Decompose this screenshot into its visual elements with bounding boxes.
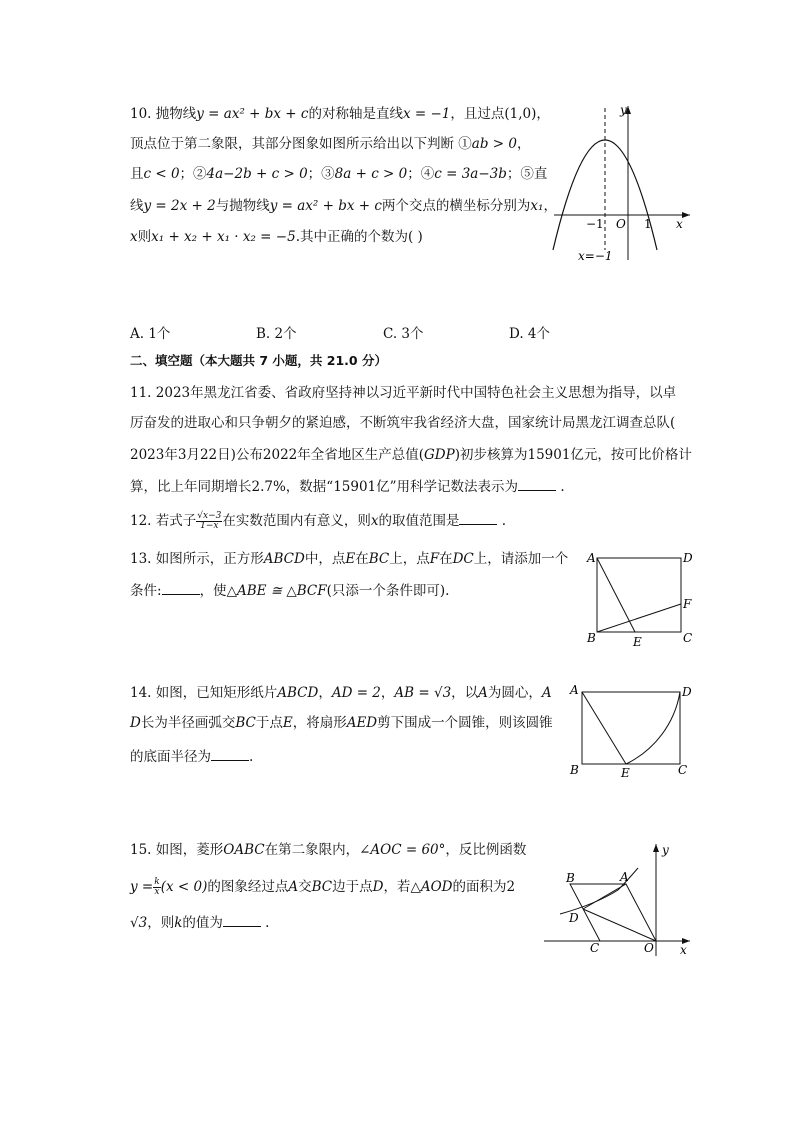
q11-line2: 厉奋发的进取心和只争朝夕的紧迫感，不断筑牢我省经济大盘，国家统计局黑龙江调查总队( (130, 415, 676, 431)
answer-blank[interactable] (211, 748, 249, 761)
q11-line1: 11. 2023年黑龙江省委、省政府坚持神以习近平新时代中国特色社会主义思想为指导，以卓 (130, 385, 677, 401)
label-b: B (566, 871, 575, 885)
q13-line2: 条件: ，使△ABE ≅ △BCF(只添一个条件即可). (130, 583, 450, 599)
label-f: F (683, 597, 692, 611)
option-d[interactable]: D. 4个 (509, 326, 551, 342)
q14-line3: 的底面半径为 . (130, 749, 254, 765)
q10-line4: 线y = 2x + 2与抛物线y = ax² + bx + c两个交点的横坐标分别为x₁， (130, 198, 557, 214)
square-abcd (597, 558, 681, 632)
label-a: A (620, 870, 629, 884)
answer-blank[interactable] (162, 582, 200, 595)
q12-fraction: $\frac{√x-3}{1-x}$ (197, 511, 222, 531)
q14-line2: D长为半径画弧交BC于点E，将扇形AED剪下围成一个圆锥，则该圆锥 (130, 715, 553, 731)
answer-blank[interactable] (223, 914, 261, 927)
segment-bf (597, 604, 681, 632)
q11-line4: 算，比上年同期增长2.7%，数据“15901亿”用科学记数法表示为 . (130, 479, 565, 495)
one-label: 1 (644, 217, 652, 231)
segment-ae (582, 692, 626, 764)
q15-rhombus-figure (540, 838, 700, 963)
x-label: x (680, 943, 687, 957)
axis-eq-label: x=−1 (578, 249, 613, 263)
q15-line1: 15. 如图，菱形OABC在第二象限内，∠AOC = 60°，反比例函数 (130, 842, 527, 858)
q10-line3: 且c < 0；②4a−2b + c > 0；③8a + c > 0；④c = 3a−3b；⑤直 (130, 166, 548, 182)
q11-line3: 2023年3月22日)公布2022年全省地区生产总值(GDP)初步核算为15901亿元，按可比价格计 (130, 447, 692, 463)
label-b: B (570, 763, 579, 777)
q15-line2: y = $\frac{k}{x}$ (x < 0)的图象经过点A交BC边于点D，若△AOD的面积为2 (130, 877, 516, 897)
y-label: y (620, 103, 627, 117)
label-d: D (682, 685, 692, 699)
q14-line1: 14. 如图，已知矩形纸片ABCD，AD = 2，AB = √3，以A为圆心，A (130, 685, 552, 701)
option-b[interactable]: B. 2个 (256, 326, 297, 342)
q10-line1: 10. 抛物线y = ax² + bx + c的对称轴是直线x = −1，且过点(1,0)， (130, 106, 550, 122)
label-e: E (633, 635, 642, 648)
x-axis-arrow-icon (682, 212, 690, 218)
y-label: y (662, 843, 669, 857)
option-c[interactable]: C. 3个 (383, 326, 424, 342)
arc-de (626, 692, 680, 764)
label-a: A (587, 551, 596, 565)
x-label: x (676, 217, 683, 231)
q12-line: 12. 若式子 $\frac{√x-3}{1-x}$ 在实数范围内有意义，则x的取值范围是 . (130, 511, 507, 531)
rectangle-abcd (582, 692, 680, 764)
label-d: D (683, 551, 693, 565)
q13-square-figure (585, 548, 695, 648)
q10-line5: x则x₁ + x₂ + x₁ · x₂ = −5.其中正确的个数为( ) (130, 229, 423, 245)
q15-fraction: $\frac{k}{x}$ (154, 877, 160, 897)
q10-parabola-figure (548, 100, 698, 265)
q10-eq: y = ax² + bx + c (196, 106, 309, 122)
label-c: C (590, 941, 600, 955)
label-a: A (570, 683, 579, 697)
option-a[interactable]: A. 1个 (130, 326, 171, 342)
segment-do (583, 909, 656, 941)
q15-line3: √3，则k的值为 . (130, 915, 270, 931)
answer-blank[interactable] (459, 512, 497, 525)
answer-blank[interactable] (518, 478, 556, 491)
label-c: C (683, 631, 693, 645)
neg1-label: −1 (586, 217, 604, 231)
y-axis-arrow-icon (653, 844, 659, 852)
q13-line1: 13. 如图所示，正方形ABCD中，点E在BC上，点F在DC上，请添加一个 (130, 551, 569, 567)
section-heading: 二、填空题（本大题共 7 小题，共 21.0 分） (130, 353, 387, 368)
label-o: O (644, 941, 654, 955)
origin-label: O (616, 217, 626, 231)
label-d: D (569, 911, 579, 925)
q14-rectangle-figure (566, 682, 696, 782)
label-e: E (621, 766, 630, 780)
q10-line2: 顶点位于第二象限，其部分图象如图所示给出以下判断 ①ab > 0， (130, 136, 531, 152)
label-c: C (678, 763, 688, 777)
label-b: B (587, 631, 596, 645)
